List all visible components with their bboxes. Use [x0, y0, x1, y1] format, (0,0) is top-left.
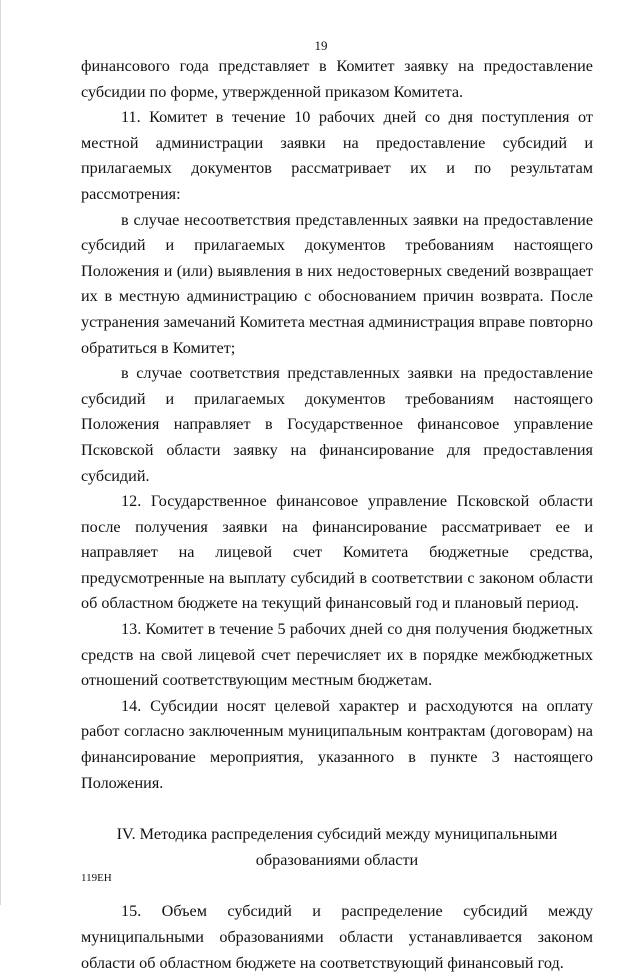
paragraph-item-11-case-conformity: в случае соответствия представленных заявки на предоставление субсидий и прилагаемых документов требованиям настоящего Положения направляет в Государственное финансовое управление Псковской области заявку на финансирование для предоставления субсидий.: [81, 364, 593, 485]
page-number: 19: [314, 38, 328, 53]
paragraph-item-14: 14. Субсидии носят целевой характер и расходуются на оплату работ согласно заключенным муниципальным контрактам (договорам) на финансирование мероприятия, указанного в пункте 3 настоящего Положения.: [81, 696, 593, 792]
footer-code: 119ЕН: [81, 872, 112, 884]
paragraph-continuation: финансового года представляет в Комитет заявку на предоставление субсидии по форме, утвержденной приказом Комитета.: [81, 57, 593, 101]
paragraph-item-15: 15. Объем субсидий и распределение субсидий между муниципальными образованиями области устанавливается законом области об областном бюджете на соответствующий финансовый год.: [81, 902, 593, 972]
paragraph-item-12: 12. Государственное финансовое управление Псковской области после получения заявки на финансирование рассматривает ее и направляет на лицевой счет Комитета бюджетные средства, предусмотренные на выплату субсидий в соответствии с законом области об областном бюджете на текущий финансовый год и плановый период.: [81, 492, 593, 613]
paragraph-item-11: 11. Комитет в течение 10 рабочих дней со дня поступления от местной администрации заявки на предоставление субсидий и прилагаемых документов рассматривает их и по результатам рассмотрения:: [81, 108, 593, 203]
paragraph-item-11-case-nonconformity: в случае несоответствия представленных заявки на предоставление субсидий и прилагаемых документов требованиям настоящего Положения и (или) выявления в них недостоверных сведений возвращает их в местную администрацию с обоснованием причин возврата. После устранения замечаний Комитета местная администрация вправе повторно обратиться в Комитет;: [81, 210, 593, 357]
paragraph-item-13: 13. Комитет в течение 5 рабочих дней со дня получения бюджетных средств на свой лицевой счет перечисляет их в порядке межбюджетных отношений соответствующим местным бюджетам.: [81, 620, 593, 690]
document-body: [81, 54, 593, 976]
section-title: IV. Методика распределения субсидий между муниципальными образованиями области: [116, 825, 558, 869]
